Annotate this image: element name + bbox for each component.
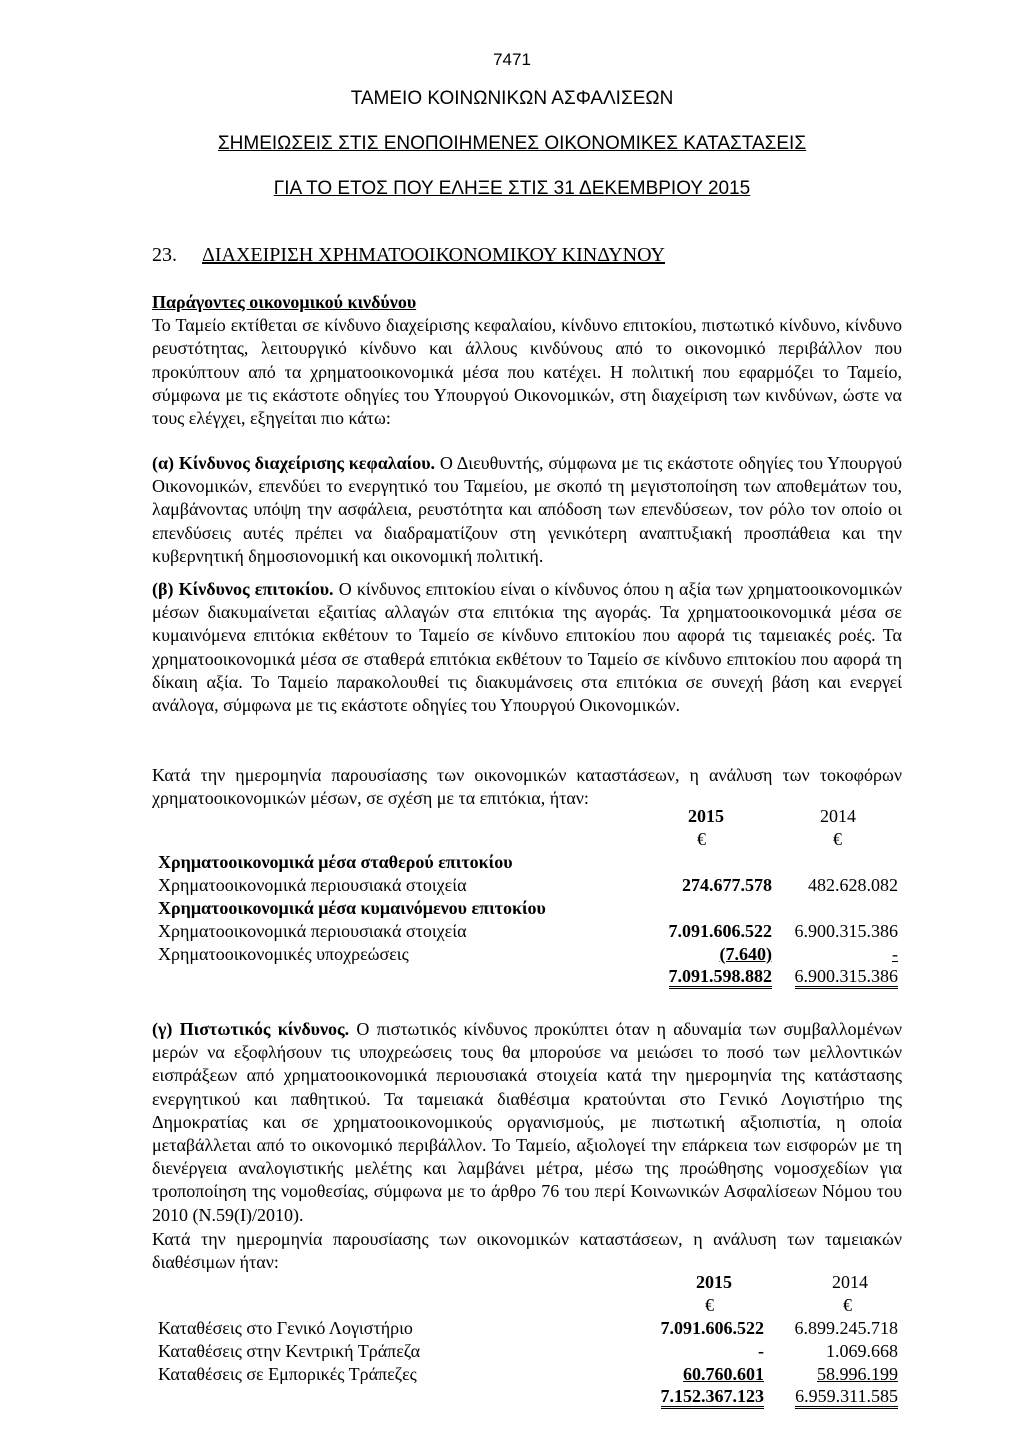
cash-row-2014: 6.899.245.718 — [794, 1318, 898, 1338]
table-currency-row — [152, 829, 904, 852]
fixed-assets-label: Χρηματοοικονομικά περιουσιακά στοιχεία — [158, 875, 467, 895]
floating-liab-2015: (7.640) — [719, 944, 772, 964]
interest-table-intro: Κατά την ημερομηνία παρουσίασης των οικονομικών καταστάσεων, η ανάλυση των τοκοφόρων χρηματοοικονομικών μέσων, σε σχέση με τα επιτόκια, ήταν: — [152, 765, 902, 809]
capital-risk-label: (α) Κίνδυνος διαχείρισης κεφαλαίου. — [152, 453, 436, 473]
table-row — [152, 1341, 904, 1364]
cash-currency-current: € — [705, 1295, 714, 1315]
cash-table-intro: Κατά την ημερομηνία παρουσίασης των οικονομικών καταστάσεων, η ανάλυση των ταμειακών διαθέσιμων ήταν: — [152, 1229, 902, 1273]
cash-row-2014: 58.996.199 — [817, 1364, 898, 1384]
cash-year-prior: 2014 — [832, 1272, 868, 1292]
risk-factors-block — [152, 291, 902, 430]
cash-currency-row — [152, 1295, 904, 1318]
table-row — [152, 852, 904, 875]
floating-total-2014: 6.900.315.386 — [795, 967, 899, 989]
floating-heading: Χρηματοοικονομικά μέσα κυμαινόμενου επιτοκίου — [158, 898, 546, 918]
cash-row-2015: 60.760.601 — [683, 1364, 764, 1384]
table-row — [152, 921, 904, 944]
table-row — [152, 944, 904, 967]
cash-total-2014: 6.959.311.585 — [795, 1387, 898, 1409]
cash-year-current: 2015 — [696, 1272, 732, 1292]
cash-row-2014: 1.069.668 — [826, 1341, 898, 1361]
fixed-heading: Χρηματοοικονομικά μέσα σταθερού επιτοκίου — [158, 852, 513, 872]
cash-row-label: Καταθέσεις στο Γενικό Λογιστήριο — [158, 1318, 413, 1338]
cash-row-2015: 7.091.606.522 — [660, 1318, 764, 1338]
floating-total-2015: 7.091.598.882 — [669, 967, 773, 989]
cash-row-2015: - — [758, 1341, 764, 1361]
floating-assets-label: Χρηματοοικονομικά περιουσιακά στοιχεία — [158, 921, 467, 941]
cash-total-2015: 7.152.367.123 — [661, 1387, 765, 1409]
interest-rate-table — [152, 806, 904, 990]
floating-assets-2015: 7.091.606.522 — [668, 921, 772, 941]
cash-year-row — [152, 1272, 904, 1295]
interest-risk-label: (β) Κίνδυνος επιτοκίου. — [152, 579, 334, 599]
credit-risk-paragraph — [152, 1018, 902, 1227]
year-current: 2015 — [688, 806, 724, 826]
table-total-row — [152, 967, 904, 990]
page-number: 7471 — [493, 50, 531, 69]
interest-risk-paragraph — [152, 578, 902, 717]
risk-factors-text: Το Ταμείο εκτίθεται σε κίνδυνο διαχείρισης κεφαλαίου, κίνδυνο επιτοκίου, πιστωτικό κίνδυνο, κίνδυνο ρευστότητας, λειτουργικό κίνδυνο και άλλους κινδύνους από το οικονομικό περιβάλλον που προκύπτουν από τα χρηματοοικονομικά μέσα που κατέχει. Η πολιτική που εφαρμόζει το Ταμείο, σύμφωνα με τις εκάστοτε οδηγίες του Υπουργού Οικονομικών, στη διαχείριση των κινδύνων, ώστε να τους ελέγχει, εξηγείται πιο κάτω: — [152, 315, 902, 429]
cash-total-row — [152, 1387, 904, 1410]
capital-risk-text: Ο Διευθυντής, σύμφωνα με τις εκάστοτε οδηγίες του Υπουργού Οικονομικών, επενδύει το ενεργητικό του Ταμείου, με σκοπό τη μεγιστοποίηση των αποθεμάτων του, λαμβάνοντας υπόψη την ασφάλεια, ρευστότητα και απόδοση των επενδύσεων, τον ρόλο τον οποίο οι επενδύσεις αυτές πρέπει να διαδραματίζουν στη γενικότερη αναπτυξιακή προσπάθεια και την κυβερνητική δημοσιονομική και οικονομική πολιτική. — [152, 453, 902, 566]
currency-current: € — [697, 829, 706, 849]
floating-assets-2014: 6.900.315.386 — [794, 921, 898, 941]
table-year-row — [152, 806, 904, 829]
year-prior: 2014 — [820, 806, 856, 826]
table-row — [152, 875, 904, 898]
cash-row-label: Καταθέσεις στην Κεντρική Τράπεζα — [158, 1341, 421, 1361]
floating-liab-2014: - — [892, 944, 898, 964]
cash-table — [152, 1272, 904, 1410]
period-title: ΓΙΑ ΤΟ ΕΤΟΣ ΠΟΥ ΕΛΗΞΕ ΣΤΙΣ 31 ΔΕΚΕΜΒΡΙΟΥ 2015 — [273, 178, 751, 199]
credit-risk-text: Ο πιστωτικός κίνδυνος προκύπτει όταν η αδυναμία των συμβαλλομένων μερών να εξοφλήσουν τις υποχρεώσεις τους θα μπορούσε να μειώσει το ποσό των μελλοντικών εισπράξεων από χρηματοοικονομικά περιουσιακά στοιχεία κατά την ημερομηνία της κατάστασης ενεργητικού και παθητικού. Τα ταμειακά διαθέσιμα κρατούνται στο Γενικό Λογιστήριο της Δημοκρατίας και σε χρηματοοικονομικούς οργανισμούς, με πιστωτική αξιοπιστία, η οποία μεταβάλλεται από το οικονομικό περιβάλλον. Το Ταμείο, αξιολογεί την επάρκεια των εισφορών με τη διενέργεια αναλογιστικής μελέτης και λαμβάνει μέτρα, μέσω της προώθησης νομοσχεδίων για τροποποίηση της νομοθεσίας, σύμφωνα με το άρθρο 76 του περί Κοινωνικών Ασφαλίσεων Νόμου του 2010 (Ν.59(Ι)/2010). — [152, 1019, 903, 1225]
capital-risk-paragraph — [152, 452, 902, 568]
currency-prior: € — [833, 829, 842, 849]
table-row — [152, 1318, 904, 1341]
section-number: 23. — [152, 244, 177, 266]
table-row — [152, 898, 904, 921]
fixed-assets-2014: 482.628.082 — [808, 875, 898, 895]
org-title: ΤΑΜΕΙΟ ΚΟΙΝΩΝΙΚΩΝ ΑΣΦΑΛΙΣΕΩΝ — [350, 88, 674, 109]
table-row — [152, 1364, 904, 1387]
cash-row-label: Καταθέσεις σε Εμπορικές Τράπεζες — [158, 1364, 417, 1384]
section-heading — [152, 244, 665, 267]
floating-liab-label: Χρηματοοικονομικές υποχρεώσεις — [158, 944, 409, 964]
section-title: ΔΙΑΧΕΙΡΙΣΗ ΧΡΗΜΑΤΟΟΙΚΟΝΟΜΙΚΟΥ ΚΙΝΔΥΝΟΥ — [202, 244, 665, 266]
fixed-assets-2015: 274.677.578 — [682, 875, 772, 895]
risk-factors-heading: Παράγοντες οικονομικού κινδύνου — [152, 292, 417, 312]
doc-title: ΣΗΜΕΙΩΣΕΙΣ ΣΤΙΣ ΕΝΟΠΟΙΗΜΕΝΕΣ ΟΙΚΟΝΟΜΙΚΕΣ ΚΑΤΑΣΤΑΣΕΙΣ — [217, 133, 807, 154]
credit-risk-label: (γ) Πιστωτικός κίνδυνος. — [152, 1019, 350, 1039]
cash-currency-prior: € — [843, 1295, 852, 1315]
interest-risk-text: Ο κίνδυνος επιτοκίου είναι ο κίνδυνος όπου η αξία των χρηματοοικονομικών μέσων διακυμαίνεται εξαιτίας αλλαγών στα επιτόκια της αγοράς. Τα χρηματοοικονομικά μέσα σε κυμαινόμενα επιτόκια εκθέτουν το Ταμείο σε κίνδυνο επιτοκίου που αφορά τις ταμειακές ροές. Τα χρηματοοικονομικά μέσα σε σταθερά επιτόκια εκθέτουν το Ταμείο σε κίνδυνο επιτοκίου που αφορά τη δίκαιη αξία. Το Ταμείο παρακολουθεί τις διακυμάνσεις στα επιτόκια σε συνεχή βάση και ενεργεί ανάλογα, σύμφωνα με τις εκάστοτε οδηγίες του Υπουργού Οικονομικών. — [152, 579, 902, 716]
